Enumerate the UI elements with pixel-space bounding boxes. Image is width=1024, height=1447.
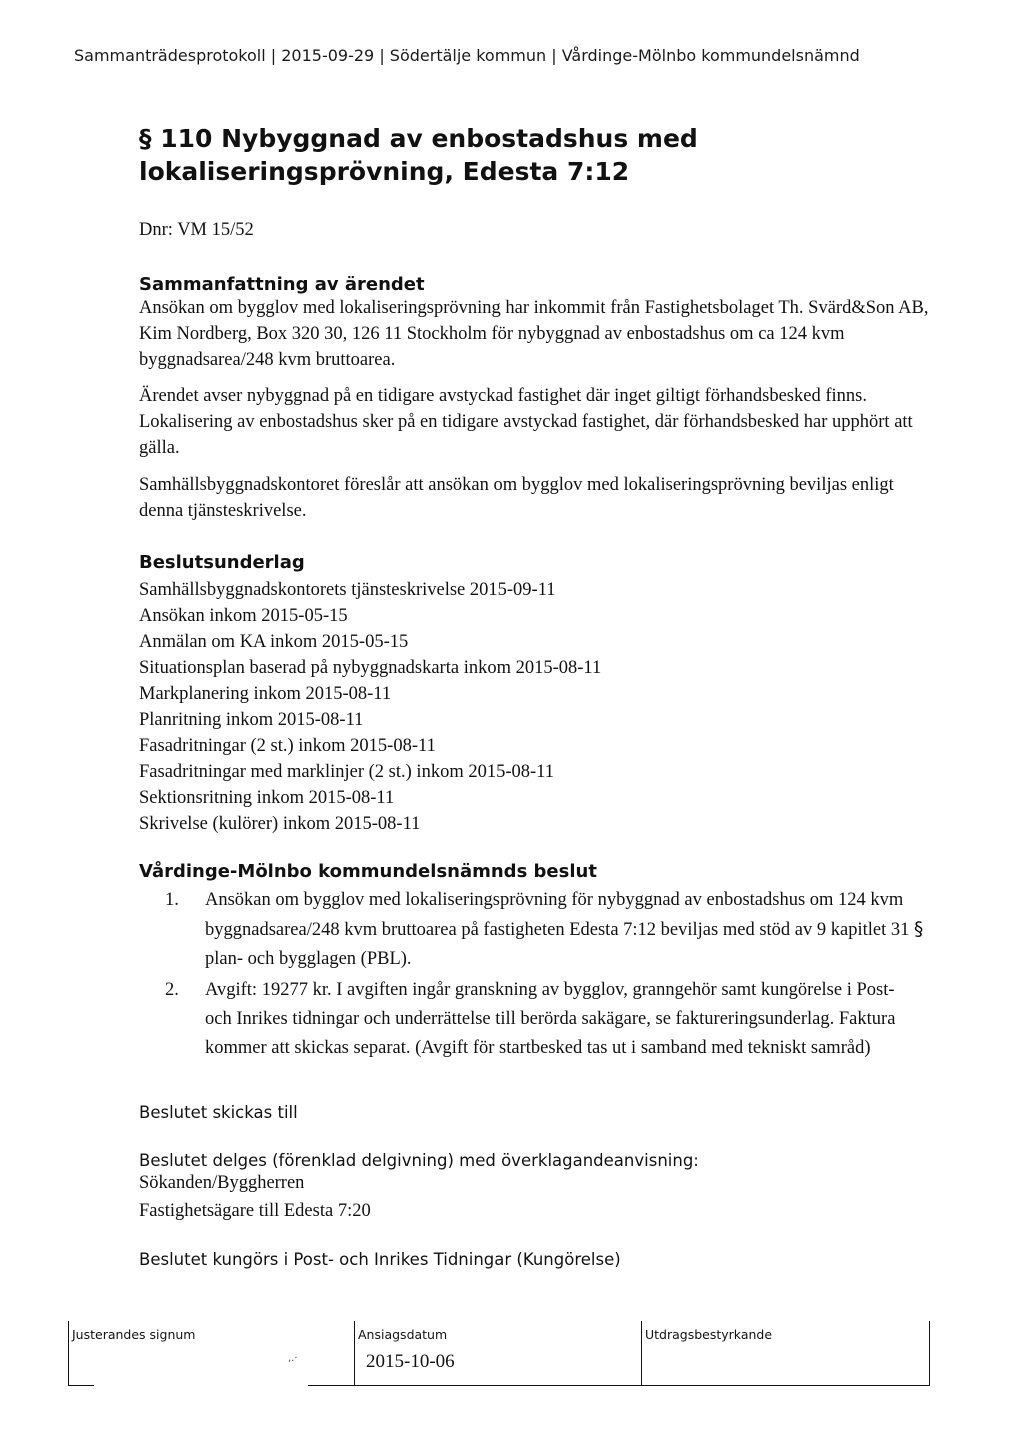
decision-list [165, 886, 925, 1065]
table-border [929, 1321, 930, 1386]
section-title [139, 122, 939, 188]
list-item: Fasadritningar med marklinjer (2 st.) inkom 2015-08-11 [139, 762, 554, 782]
list-item: Situationsplan baserad på nybyggnadskarta inkom 2015-08-11 [139, 658, 602, 678]
signature-cell-certification [641, 1321, 929, 1385]
summary-heading: Sammanfattning av ärendet [139, 274, 425, 295]
basis-list [139, 577, 601, 837]
signature-table [68, 1321, 930, 1386]
announcement-text: Beslutet kungörs i Post- och Inrikes Tidningar (Kungörelse) [139, 1250, 621, 1269]
list-item: Planritning inkom 2015-08-11 [139, 710, 364, 730]
list-item: Samhällsbyggnadskontorets tjänsteskrivelse 2015-09-11 [139, 580, 556, 600]
signature-cell-initials [68, 1321, 354, 1385]
served-recipient-1: Sökanden/Byggherren [139, 1173, 305, 1193]
summary-paragraph-1: Ansökan om bygglov med lokaliseringsprövning har inkommit från Fastighetsbolaget Th. Svärd&Son AB, Kim Nordberg, Box 320 30, 126 11 Stockholm för nybyggnad av enbostadshus om ca 124 kvm byggnadsarea/248 kvm bruttoarea. [139, 298, 929, 370]
decision-item-text: Ansökan om bygglov med lokaliseringsprövning för nybyggnad av enbostadshus om 124 kvm byggnadsarea/248 kvm bruttoarea på fastigheten Edesta 7:12 beviljas med stöd av 9 kapitlet 31 [205, 890, 910, 940]
decision-item-1 [165, 886, 925, 974]
paragraph-symbol: § [913, 919, 924, 940]
title-line-1: 110 Nybyggnad av enbostadshus med [160, 124, 698, 153]
basis-heading: Beslutsunderlag [139, 552, 305, 573]
signature-cell-date [354, 1321, 641, 1385]
page-header: Sammanträdesprotokoll | 2015-09-29 | Södertälje kommun | Vårdinge-Mölnbo kommundelsnämnd [74, 46, 860, 65]
summary-paragraph-2: Ärendet avser nybyggnad på en tidigare avstyckad fastighet där inget giltigt förhandsbesked finns. Lokalisering av enbostadshus sker på en tidigare avstyckad fastighet, där förhandsbesked har upphört att gälla. [139, 386, 913, 458]
decision-item-text: plan- och bygglagen (PBL). [205, 949, 412, 969]
initials-label: Justerandes signum [72, 1327, 196, 1342]
paragraph-symbol: § [139, 124, 152, 153]
list-item: Anmälan om KA inkom 2015-05-15 [139, 632, 409, 652]
decision-item-number: 1. [165, 890, 179, 910]
decision-item-text: Avgift: 19277 kr. I avgiften ingår granskning av bygglov, granngehör samt kungörelse i Post- och Inrikes tidningar och underrättelse till berörda sakägare, se faktureringsunderlag. Faktura kommer att skickas separat. (Avgift för startbesked tas ut i samband med tekniskt samråd) [205, 980, 896, 1058]
title-line-2: lokaliseringsprövning, Edesta 7:12 [139, 157, 630, 186]
table-border [68, 1385, 94, 1386]
list-item: Ansökan inkom 2015-05-15 [139, 606, 348, 626]
summary-paragraph-3: Samhällsbyggnadskontoret föreslår att ansökan om bygglov med lokaliseringsprövning beviljas enligt denna tjänsteskrivelse. [139, 475, 894, 521]
decision-heading: Vårdinge-Mölnbo kommundelsnämnds beslut [139, 861, 597, 882]
case-number: Dnr: VM 15/52 [139, 220, 254, 240]
list-item: Markplanering inkom 2015-08-11 [139, 684, 392, 704]
list-item: Skrivelse (kulörer) inkom 2015-08-11 [139, 814, 421, 834]
served-recipient-2: Fastighetsägare till Edesta 7:20 [139, 1201, 371, 1221]
initials-mark: ,.· [288, 1353, 298, 1364]
certification-label: Utdragsbestyrkande [645, 1327, 773, 1342]
list-item: Sektionsritning inkom 2015-08-11 [139, 788, 395, 808]
served-heading: Beslutet delges (förenklad delgivning) med överklagandeanvisning: [139, 1151, 699, 1170]
decision-item-2 [165, 976, 925, 1063]
sent-to-label: Beslutet skickas till [139, 1103, 298, 1122]
table-border [308, 1385, 930, 1386]
date-label: Ansiagsdatum [358, 1327, 448, 1342]
posting-date: 2015-10-06 [366, 1351, 455, 1372]
list-item: Fasadritningar (2 st.) inkom 2015-08-11 [139, 736, 436, 756]
decision-item-number: 2. [165, 980, 179, 1000]
